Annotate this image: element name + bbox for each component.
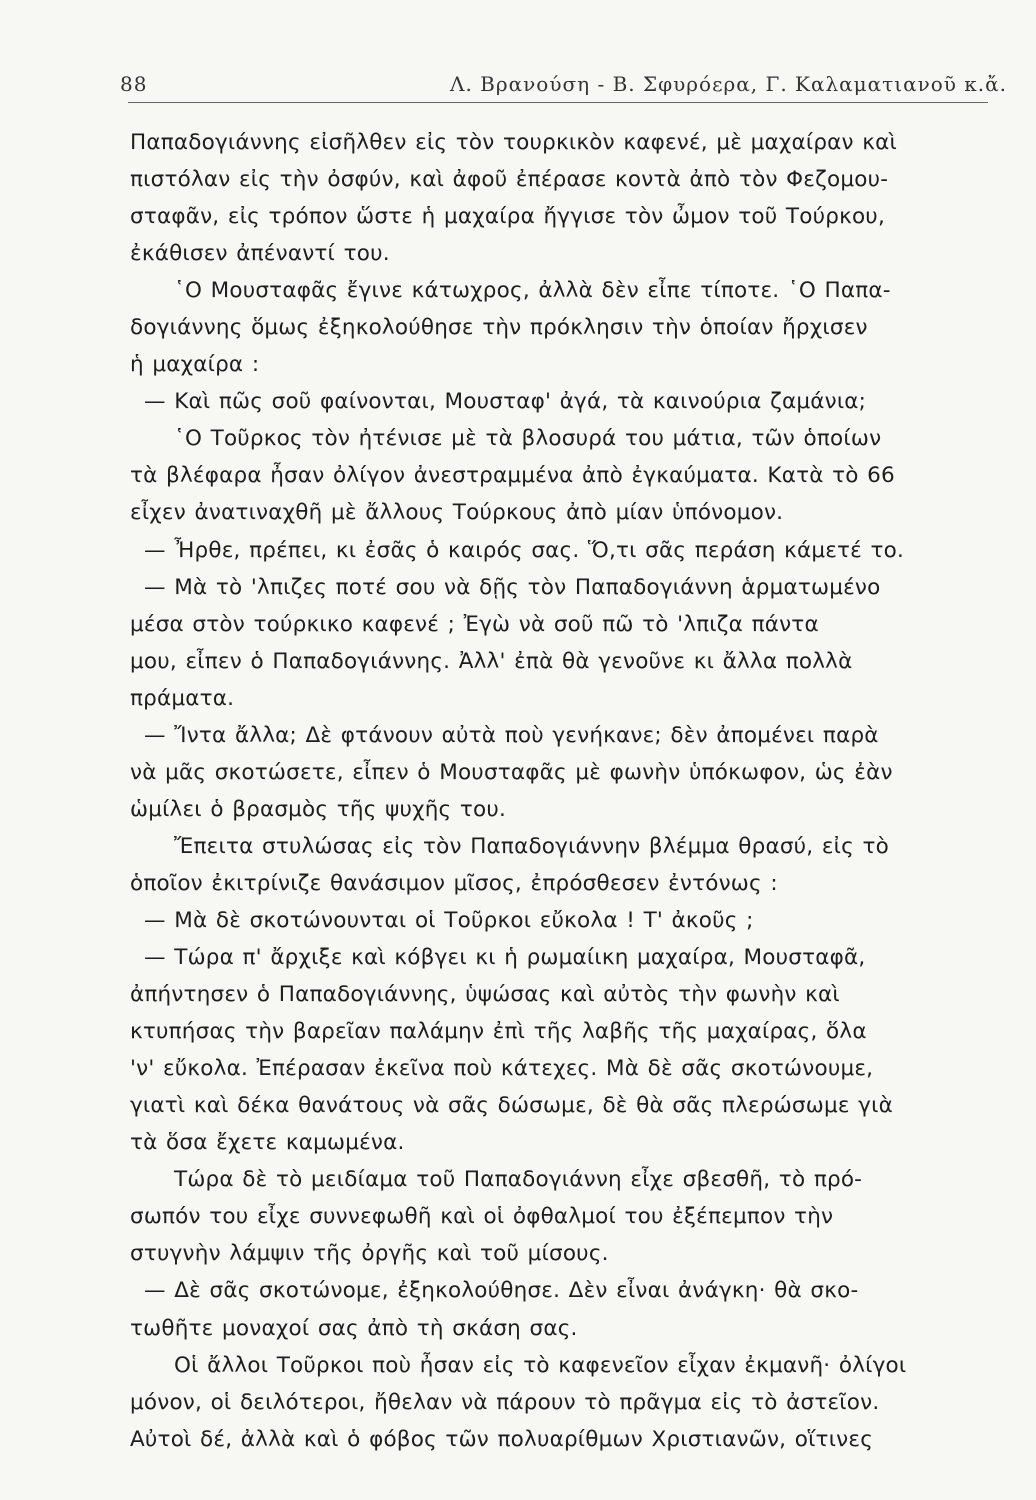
text-line: 'ν' εὔκολα. Ἐπέρασαν ἐκεῖνα ποὺ κάτεχες. Μὰ δὲ σᾶς σκοτώνουμε, [130,1056,874,1082]
text-line: — Δὲ σᾶς σκοτώνομε, ἐξηκολούθησε. Δὲν εἶναι ἀνάγκη· θὰ σκο- [144,1278,859,1304]
text-line: μόνον, οἱ δειλότεροι, ἤθελαν νὰ πάρουν τὸ πρᾶγμα εἰς τὸ ἀστεῖον. [130,1389,880,1415]
text-line: στυγνὴν λάμψιν τῆς ὀργῆς καὶ τοῦ μίσους. [130,1241,609,1267]
text-line: τὰ βλέφαρα ἦσαν ὀλίγον ἀνεστραμμένα ἀπὸ ἐγκαύματα. Κατὰ τὸ 66 [130,463,895,489]
page-number: 88 [120,72,148,96]
text-line: μέσα στὸν τούρκικο καφενέ ; Ἐγὼ νὰ σοῦ πῶ τὸ 'λπιζα πάντα [130,611,819,637]
text-line: Αὐτοὶ δέ, ἀλλὰ καὶ ὁ φόβος τῶν πολυαρίθμων Χριστιανῶν, οἵτινες [130,1426,874,1452]
running-head [120,68,1008,104]
body-text [130,124,982,1458]
running-head-title: Λ. Βρανούση - Β. Σφυρόερα, Γ. Καλαματιανοῦ κ.ἄ. [450,72,1008,96]
text-line: ῾Ο Μουσταφᾶς ἔγινε κάτωχρος, ἀλλὰ δὲν εἶπε τίποτε. ῾Ο Παπα- [174,278,891,304]
text-line: — Τώρα π' ἄρχιξε καὶ κόβγει κι ἡ ρωμαίικη μαχαίρα, Μουσταφᾶ, [144,945,866,971]
text-line: σωπόν του εἶχε συννεφωθῆ καὶ οἱ ὀφθαλμοί του ἐξέπεμπον τὴν [130,1204,834,1230]
text-line: πιστόλαν εἰς τὴν ὀσφύν, καὶ ἀφοῦ ἐπέρασε κοντὰ ἀπὸ τὸν Φεζομου- [130,167,889,193]
text-line: γιατὶ καὶ δέκα θανάτους νὰ σᾶς δώσωμε, δὲ θὰ σᾶς πλερώσωμε γιὰ [130,1093,893,1119]
text-line: — Ἦρθε, πρέπει, κι ἐσᾶς ὁ καιρός σας. Ὅ,τι σᾶς περάση κάμετέ το. [144,537,905,563]
text-line: — Μὰ τὸ 'λπιζες ποτέ σου νὰ δῇς τὸν Παπαδογιάννη ἁρματωμένο [144,574,881,600]
text-line: ἐκάθισεν ἀπέναντί του. [130,241,390,267]
text-line: — Ἴντα ἄλλα; Δὲ φτάνουν αὐτὰ ποὺ γενήκανε; δὲν ἀπομένει παρὰ [144,722,879,748]
text-line: πράματα. [130,685,235,711]
text-line: νὰ μᾶς σκοτώσετε, εἶπεν ὁ Μουσταφᾶς μὲ φωνὴν ὑπόκωφον, ὡς ἐὰν [130,759,893,785]
text-line: σταφᾶν, εἰς τρόπον ὥστε ἡ μαχαίρα ἤγγισε τὸν ὦμον τοῦ Τούρκου, [130,204,885,230]
text-line: ὁποῖον ἐκιτρίνιζε θανάσιμον μῖσος, ἐπρόσθεσεν ἐντόνως : [130,870,778,896]
header-rule [128,102,988,103]
text-line: Ἔπειτα στυλώσας εἰς τὸν Παπαδογιάννην βλέμμα θρασύ, εἰς τὸ [174,833,890,859]
text-line: δογιάννης ὅμως ἐξηκολούθησε τὴν πρόκλησιν τὴν ὁποίαν ἤρχισεν [130,315,868,341]
text-line: ῾Ο Τοῦρκος τὸν ἠτένισε μὲ τὰ βλοσυρά του μάτια, τῶν ὁποίων [174,426,882,452]
text-line: ἡ μαχαίρα : [130,352,260,378]
text-line: — Καὶ πῶς σοῦ φαίνονται, Μουσταφ' ἀγά, τὰ καινούρια ζαμάνια; [144,389,867,415]
text-line: ὡμίλει ὁ βρασμὸς τῆς ψυχῆς του. [130,796,507,822]
text-line: κτυπήσας τὴν βαρεῖαν παλάμην ἐπὶ τῆς λαβῆς τῆς μαχαίρας, ὅλα [130,1019,867,1045]
text-line: Οἱ ἄλλοι Τοῦρκοι ποὺ ἦσαν εἰς τὸ καφενεῖον εἶχαν ἐκμανῆ· ὀλίγοι [174,1352,907,1378]
text-line: ἀπήντησεν ὁ Παπαδογιάννης, ὑψώσας καὶ αὐτὸς τὴν φωνὴν καὶ [130,982,840,1008]
text-line: μου, εἶπεν ὁ Παπαδογιάννης. Ἀλλ' ἐπὰ θὰ γενοῦνε κι ἄλλα πολλὰ [130,648,853,674]
text-line: τὰ ὅσα ἔχετε καμωμένα. [130,1130,405,1156]
text-line: — Μὰ δὲ σκοτώνουνται οἱ Τοῦρκοι εὔκολα ! Τ' ἀκοῦς ; [144,907,754,933]
text-line: Παπαδογιάννης εἰσῆλθεν εἰς τὸν τουρκικὸν καφενέ, μὲ μαχαίραν καὶ [130,130,898,155]
text-line: Τώρα δὲ τὸ μειδίαμα τοῦ Παπαδογιάννη εἶχε σβεσθῆ, τὸ πρό- [174,1167,863,1193]
text-line: εἶχεν ἀνατιναχθῆ μὲ ἄλλους Τούρκους ἀπὸ μίαν ὑπόνομον. [130,500,784,526]
text-line: τωθῆτε μοναχοί σας ἀπὸ τὴ σκάση σας. [130,1315,578,1341]
